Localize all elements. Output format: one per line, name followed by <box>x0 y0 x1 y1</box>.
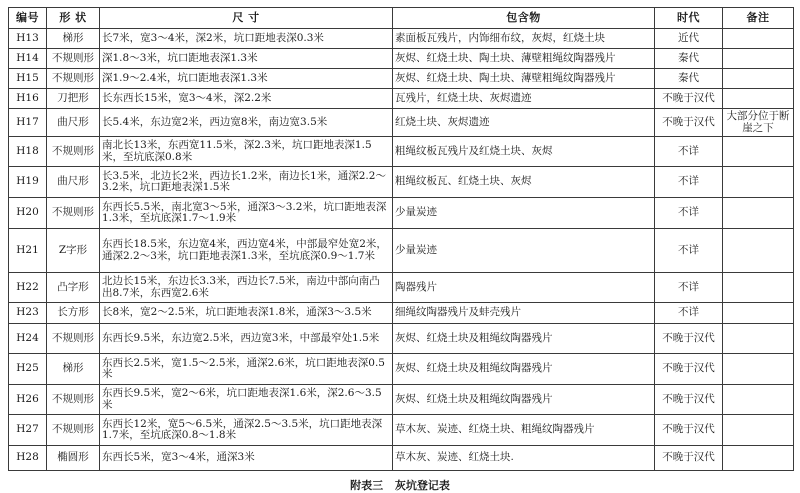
header-era: 时代 <box>655 8 723 29</box>
pit-era-cell: 不详 <box>655 273 723 303</box>
pit-size-cell: 东西长18.5米，东边宽4米，西边宽4米，中部最窄处宽2米，通深2.2～3米，坑口距地表深1.3米，至坑底深0.9～1.7米 <box>100 229 393 273</box>
pit-notes-cell <box>723 198 794 229</box>
pit-number-cell: H26 <box>9 385 47 415</box>
pit-shape-cell: 不规则形 <box>47 198 100 229</box>
pit-contents-cell: 灰烬、红烧土块及粗绳纹陶器残片 <box>393 324 655 354</box>
pit-era-cell: 不晚于汉代 <box>655 446 723 471</box>
table-row <box>9 273 794 303</box>
pit-shape-cell: 曲尺形 <box>47 109 100 137</box>
pit-number-cell: H20 <box>9 198 47 229</box>
pit-number-cell: H23 <box>9 303 47 324</box>
table-row <box>9 49 794 69</box>
pit-notes-cell <box>723 273 794 303</box>
pit-shape-cell: 不规则形 <box>47 137 100 167</box>
pit-contents-cell: 细绳纹陶器残片及蚌壳残片 <box>393 303 655 324</box>
header-notes: 备注 <box>723 8 794 29</box>
table-row <box>9 385 794 415</box>
pit-notes-cell <box>723 324 794 354</box>
pit-contents-cell: 草木灰、炭迹、红烧土块. <box>393 446 655 471</box>
pit-number-cell: H15 <box>9 69 47 89</box>
pit-era-cell: 不详 <box>655 198 723 229</box>
table-row <box>9 324 794 354</box>
pit-shape-cell: 梯形 <box>47 29 100 49</box>
table-row <box>9 89 794 109</box>
pit-era-cell: 秦代 <box>655 69 723 89</box>
pit-contents-cell: 少量炭迹 <box>393 198 655 229</box>
header-size: 尺 寸 <box>100 8 393 29</box>
pit-size-cell: 东西长9.5米，宽2～6米，坑口距地表深1.6米，深2.6～3.5米 <box>100 385 393 415</box>
table-row <box>9 167 794 198</box>
pit-shape-cell: 不规则形 <box>47 49 100 69</box>
table-row <box>9 109 794 137</box>
pit-shape-cell: 凸字形 <box>47 273 100 303</box>
pit-contents-cell: 素面板瓦残片，内饰细布纹，灰烬，红烧土块 <box>393 29 655 49</box>
pit-era-cell: 不详 <box>655 229 723 273</box>
pit-notes-cell <box>723 415 794 446</box>
pit-number-cell: H17 <box>9 109 47 137</box>
pit-number-cell: H21 <box>9 229 47 273</box>
pit-number-cell: H22 <box>9 273 47 303</box>
pit-size-cell: 南北长13米，东西宽11.5米，深2.3米，坑口距地表深1.5米，至坑底深0.8米 <box>100 137 393 167</box>
table-row <box>9 137 794 167</box>
pit-size-cell: 深1.9～2.4米，坑口距地表深1.3米 <box>100 69 393 89</box>
pit-number-cell: H18 <box>9 137 47 167</box>
pit-era-cell: 不晚于汉代 <box>655 354 723 385</box>
pit-size-cell: 长东西长15米，宽3～4米，深2.2米 <box>100 89 393 109</box>
table-header-row <box>9 8 794 29</box>
pit-number-cell: H24 <box>9 324 47 354</box>
pit-notes-cell <box>723 49 794 69</box>
pit-size-cell: 东西长5.5米，南北宽3～5米，通深3～3.2米，坑口距地表深1.3米，至坑底深1.7～1.9米 <box>100 198 393 229</box>
pit-shape-cell: 刀把形 <box>47 89 100 109</box>
pit-size-cell: 东西长5米，宽3～4米，通深3米 <box>100 446 393 471</box>
caption-title: 灰坑登记表 <box>394 479 450 492</box>
pit-contents-cell: 灰烬、红烧土块、陶土块、薄壁粗绳纹陶器残片 <box>393 49 655 69</box>
pit-size-cell: 东西长2.5米，宽1.5～2.5米，通深2.6米，坑口距地表深0.5米 <box>100 354 393 385</box>
header-no: 编号 <box>9 8 47 29</box>
table-row <box>9 354 794 385</box>
pit-size-cell: 东西长12米，宽5～6.5米，通深2.5～3.5米，坑口距地表深1.7米，至坑底深0.8～1.8米 <box>100 415 393 446</box>
table-row <box>9 69 794 89</box>
caption-label: 附表三 <box>350 479 384 492</box>
header-contents: 包含物 <box>393 8 655 29</box>
pit-notes-cell: 大部分位于断崖之下 <box>723 109 794 137</box>
pit-size-cell: 长7米，宽3～4米，深2米，坑口距地表深0.3米 <box>100 29 393 49</box>
pit-era-cell: 不晚于汉代 <box>655 89 723 109</box>
pit-size-cell: 长3.5米，北边长2米，西边长1.2米，南边长1米，通深2.2～3.2米，坑口距地表深1.5米 <box>100 167 393 198</box>
pit-notes-cell <box>723 229 794 273</box>
pit-contents-cell: 粗绳纹板瓦、红烧土块、灰烬 <box>393 167 655 198</box>
pit-number-cell: H16 <box>9 89 47 109</box>
pit-size-cell: 长8米，宽2～2.5米，坑口距地表深1.8米，通深3～3.5米 <box>100 303 393 324</box>
pit-era-cell: 不详 <box>655 137 723 167</box>
table-row <box>9 29 794 49</box>
pit-notes-cell <box>723 446 794 471</box>
table-row <box>9 198 794 229</box>
pit-notes-cell <box>723 385 794 415</box>
pit-number-cell: H28 <box>9 446 47 471</box>
pit-era-cell: 近代 <box>655 29 723 49</box>
pit-contents-cell: 红烧土块、灰烬遗迹 <box>393 109 655 137</box>
pit-shape-cell: 椭圆形 <box>47 446 100 471</box>
pit-number-cell: H27 <box>9 415 47 446</box>
pit-notes-cell <box>723 354 794 385</box>
pit-shape-cell: 不规则形 <box>47 415 100 446</box>
table-row <box>9 303 794 324</box>
table-row <box>9 229 794 273</box>
table-body <box>9 29 794 471</box>
table-caption <box>0 477 800 493</box>
pit-register-table <box>8 7 794 471</box>
pit-shape-cell: 曲尺形 <box>47 167 100 198</box>
pit-era-cell: 不详 <box>655 303 723 324</box>
pit-notes-cell <box>723 137 794 167</box>
pit-shape-cell: 梯形 <box>47 354 100 385</box>
pit-size-cell: 东西长9.5米，东边宽2.5米，西边宽3米，中部最窄处1.5米 <box>100 324 393 354</box>
pit-notes-cell <box>723 69 794 89</box>
pit-number-cell: H14 <box>9 49 47 69</box>
pit-number-cell: H25 <box>9 354 47 385</box>
pit-era-cell: 不晚于汉代 <box>655 324 723 354</box>
pit-shape-cell: 长方形 <box>47 303 100 324</box>
pit-size-cell: 北边长15米，东边长3.3米，西边长7.5米，南边中部向南凸出8.7米，东西宽2.6米 <box>100 273 393 303</box>
pit-number-cell: H13 <box>9 29 47 49</box>
pit-era-cell: 不晚于汉代 <box>655 109 723 137</box>
pit-shape-cell: 不规则形 <box>47 69 100 89</box>
pit-era-cell: 不晚于汉代 <box>655 385 723 415</box>
pit-contents-cell: 瓦残片，红烧土块、灰烬遗迹 <box>393 89 655 109</box>
pit-notes-cell <box>723 167 794 198</box>
pit-era-cell: 秦代 <box>655 49 723 69</box>
pit-contents-cell: 少量炭迹 <box>393 229 655 273</box>
pit-contents-cell: 粗绳纹板瓦残片及红烧土块、灰烬 <box>393 137 655 167</box>
pit-contents-cell: 陶器残片 <box>393 273 655 303</box>
pit-contents-cell: 灰烬、红烧土块及粗绳纹陶器残片 <box>393 385 655 415</box>
pit-contents-cell: 草木灰、炭迹、红烧土块、粗绳纹陶器残片 <box>393 415 655 446</box>
pit-contents-cell: 灰烬、红烧土块、陶土块、薄壁粗绳纹陶器残片 <box>393 69 655 89</box>
pit-shape-cell: Z字形 <box>47 229 100 273</box>
pit-contents-cell: 灰烬、红烧土块及粗绳纹陶器残片 <box>393 354 655 385</box>
table-row <box>9 446 794 471</box>
pit-notes-cell <box>723 303 794 324</box>
header-shape: 形 状 <box>47 8 100 29</box>
pit-shape-cell: 不规则形 <box>47 385 100 415</box>
table-row <box>9 415 794 446</box>
pit-notes-cell <box>723 89 794 109</box>
pit-size-cell: 深1.8～3米，坑口距地表深1.3米 <box>100 49 393 69</box>
pit-number-cell: H19 <box>9 167 47 198</box>
pit-era-cell: 不晚于汉代 <box>655 415 723 446</box>
pit-era-cell: 不详 <box>655 167 723 198</box>
pit-notes-cell <box>723 29 794 49</box>
pit-shape-cell: 不规则形 <box>47 324 100 354</box>
pit-size-cell: 长5.4米，东边宽2米，西边宽8米，南边宽3.5米 <box>100 109 393 137</box>
